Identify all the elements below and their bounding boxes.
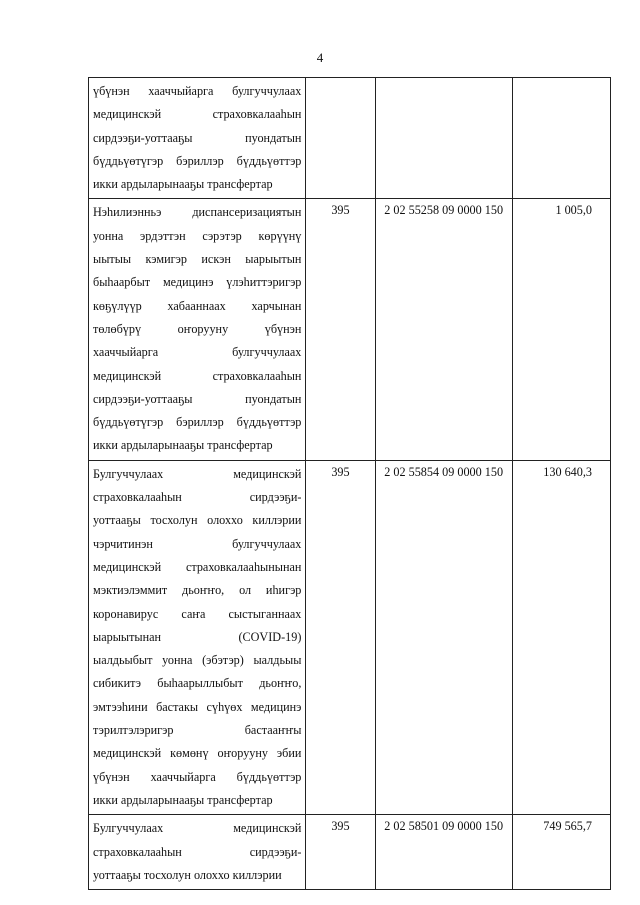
description-line: икки ардыларынааҕы трансфертар bbox=[93, 792, 273, 807]
amount: 130 640,3 bbox=[512, 460, 610, 814]
table-body bbox=[89, 78, 611, 890]
description-line: уонна эрдэттэн сэрэтэр көрүүнү bbox=[93, 228, 302, 243]
description-line: төлөбүрү оҥорууну үбүнэн bbox=[93, 321, 302, 336]
description-line: икки ардыларынааҕы трансфертар bbox=[93, 438, 273, 453]
description-line: страховкалааһын сирдээҕи- bbox=[93, 844, 302, 859]
description-line: Булгуччулаах медицинскэй bbox=[93, 821, 302, 836]
admin-code: 395 bbox=[306, 199, 375, 460]
description-line: сирдээҕи-уоттааҕы пуондатын bbox=[93, 130, 302, 145]
description-line: тэрилтэлэригэр бастааҥҥы bbox=[93, 723, 302, 738]
table-row bbox=[89, 199, 611, 460]
description-line: хааччыйарга булгуччулаах bbox=[93, 345, 302, 360]
amount bbox=[512, 78, 610, 199]
budget-class-code: 2 02 55258 09 0000 150 bbox=[375, 199, 512, 460]
table-row bbox=[89, 78, 611, 199]
row-description bbox=[89, 199, 306, 460]
description-line: страховкалааһын сирдээҕи- bbox=[93, 490, 302, 505]
description-line: сирдээҕи-уоттааҕы пуондатын bbox=[93, 391, 302, 406]
description-line: икки ардыларынааҕы трансфертар bbox=[93, 177, 273, 192]
description-line: медицинскэй страховкалааһын bbox=[93, 107, 302, 122]
description-line: мэктиэлэммит дьоҥҥо, ол иһигэр bbox=[93, 583, 302, 598]
description-line: сибикитэ быһаарыллыбыт дьоҥҥо, bbox=[93, 676, 302, 691]
table-row bbox=[89, 815, 611, 890]
description-line: уоттааҕы тосхолун олоххо киллэрии bbox=[93, 513, 302, 528]
row-description bbox=[89, 815, 306, 890]
description-line: эмтээһини бастакы сүһүөх медицинэ bbox=[93, 699, 302, 714]
description-line: медицинскэй көмөнү оҥорууну эбии bbox=[93, 746, 302, 761]
budget-table bbox=[88, 77, 611, 890]
admin-code: 395 bbox=[306, 460, 375, 814]
description-line: чэрчитинэн булгуччулаах bbox=[93, 536, 302, 551]
description-line: көҕүлүүр хабааннаах харчынан bbox=[93, 298, 302, 313]
admin-code bbox=[306, 78, 375, 199]
budget-class-code bbox=[375, 78, 512, 199]
description-line: үбүнэн хааччыйарга булгуччулаах bbox=[93, 84, 302, 98]
description-line: медицинскэй страховкалааһын bbox=[93, 368, 302, 383]
description-line: ыытыы кэмигэр искэн ыарыытын bbox=[93, 252, 302, 267]
row-description bbox=[89, 460, 306, 814]
row-description bbox=[89, 78, 306, 199]
description-line: уоттааҕы тосхолун олоххо киллэрии bbox=[93, 867, 282, 882]
description-line: медицинскэй страховкалааһынынан bbox=[93, 559, 302, 574]
description-line: Булгуччулаах медицинскэй bbox=[93, 466, 302, 481]
budget-class-code: 2 02 58501 09 0000 150 bbox=[375, 815, 512, 890]
description-line: үбүнэн хааччыйарга бүддьүөттэр bbox=[93, 769, 302, 784]
amount: 1 005,0 bbox=[512, 199, 610, 460]
description-line: Нэһилиэнньэ диспансеризациятын bbox=[93, 205, 302, 220]
description-line: быһаарбыт медицинэ үлэһиттэригэр bbox=[93, 275, 302, 290]
budget-class-code: 2 02 55854 09 0000 150 bbox=[375, 460, 512, 814]
description-line: коронавирус саҥа сыстыганнаах bbox=[93, 606, 302, 621]
admin-code: 395 bbox=[306, 815, 375, 890]
description-line: ыарыытынан (COVID-19) bbox=[93, 629, 302, 644]
description-line: ыалдьыбыт уонна (эбэтэр) ыалдьыы bbox=[93, 653, 302, 668]
description-line: бүддьүөтүгэр бэриллэр бүддьүөттэр bbox=[93, 153, 302, 168]
amount: 749 565,7 bbox=[512, 815, 610, 890]
table-row bbox=[89, 460, 611, 814]
page-number: 4 bbox=[316, 50, 324, 65]
description-line: бүддьүөтүгэр бэриллэр бүддьүөттэр bbox=[93, 415, 302, 430]
